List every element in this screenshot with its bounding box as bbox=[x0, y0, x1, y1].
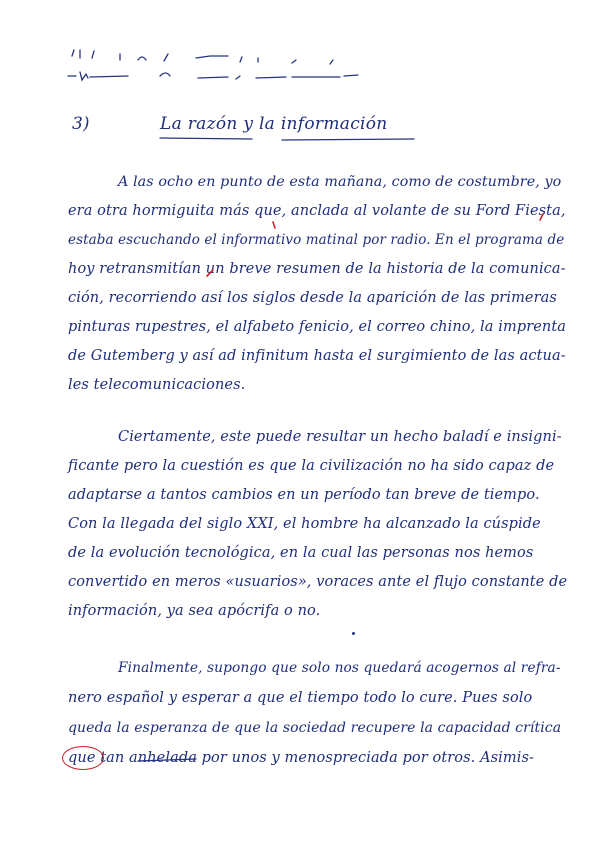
paragraph-2-line-4: Con la llegada del siglo XXI, el hombre ha alcanzado la cúspide bbox=[68, 516, 541, 532]
paragraph-3-line-4: que tan anhelada por unos y menospreciada por otros. Asimis- bbox=[68, 750, 535, 766]
section-number: 3) bbox=[72, 114, 90, 134]
paragraph-3-line-2: nero español y esperar a que el tiempo todo lo cure. Pues solo bbox=[68, 690, 533, 706]
paragraph-2-line-3: adaptarse a tantos cambios en un período tan breve de tiempo. bbox=[68, 487, 540, 503]
paragraph-1-line-7: de Gutemberg y así ad infinitum hasta el surgimiento de las actua- bbox=[68, 348, 566, 364]
paragraph-1-line-6: pinturas rupestres, el alfabeto fenicio, el correo chino, la imprenta bbox=[68, 319, 567, 335]
paragraph-3-line-3: queda la esperanza de que la sociedad recupere la capacidad crítica bbox=[68, 720, 562, 736]
paragraph-2-line-5: de la evolución tecnológica, en la cual las personas nos hemos bbox=[68, 545, 534, 561]
paragraph-2-line-6: convertido en meros «usuarios», voraces ante el flujo constante de bbox=[68, 574, 568, 590]
paragraph-3-line-1: Finalmente, supongo que solo nos quedará acogernos al refra- bbox=[118, 660, 561, 676]
paragraph-1-line-4: hoy retransmitían un breve resumen de la historia de la comunica- bbox=[68, 261, 566, 277]
paragraph-2-line-2: ficante pero la cuestión es que la civilización no ha sido capaz de bbox=[68, 458, 555, 474]
paragraph-2-line-7: información, ya sea apócrifa o no. bbox=[68, 603, 321, 619]
paragraph-1-line-2: era otra hormiguita más que, anclada al volante de su Ford Fiesta, bbox=[68, 203, 566, 219]
paragraph-2-line-1: Ciertamente, este puede resultar un hecho baladí e insigni- bbox=[118, 429, 562, 445]
paragraph-1-line-1: A las ocho en punto de esta mañana, como de costumbre, yo bbox=[118, 174, 562, 190]
paragraph-1-line-3: estaba escuchando el informativo matinal por radio. En el programa de bbox=[68, 232, 565, 248]
paragraph-1-line-5: ción, recorriendo así los siglos desde la aparición de las primeras bbox=[68, 290, 557, 306]
section-title: La razón y la información bbox=[160, 114, 388, 134]
paragraph-1-line-8: les telecomunicaciones. bbox=[68, 377, 246, 393]
